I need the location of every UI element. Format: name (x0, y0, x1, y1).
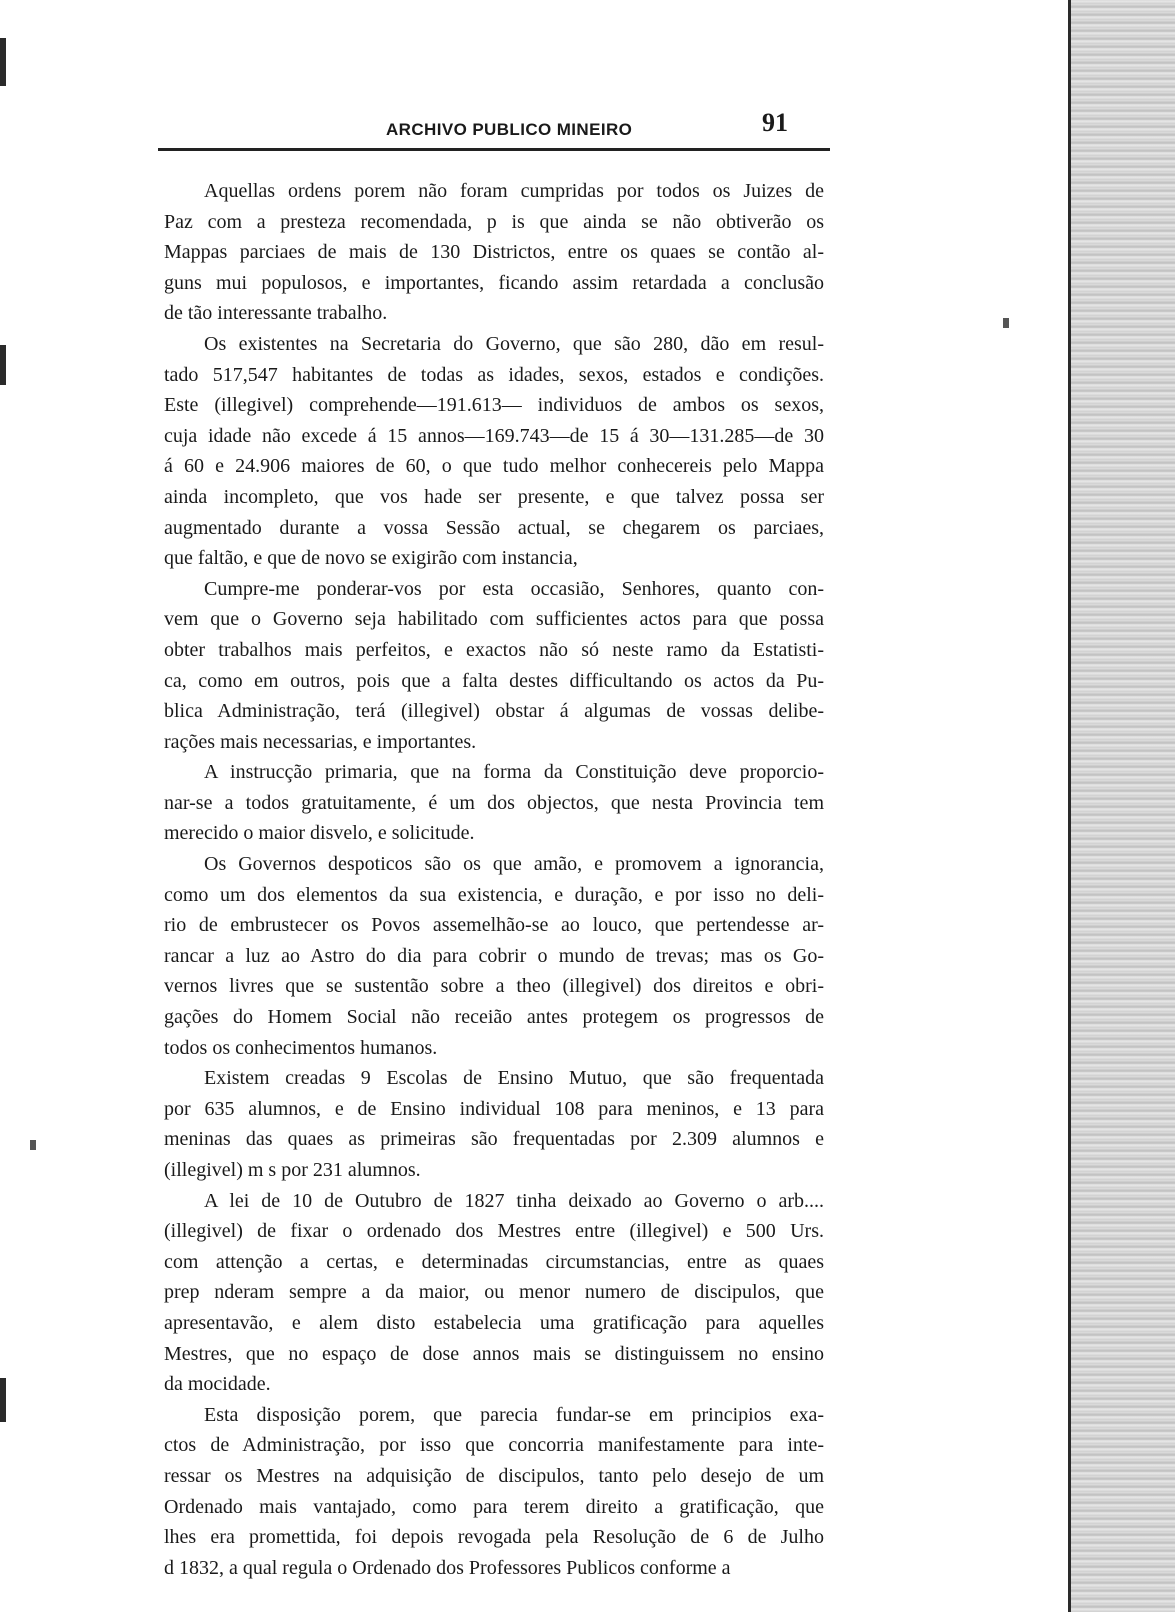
text-line: gações do Homem Social não receião antes protegem os progressos de (164, 1006, 824, 1029)
text-line: merecido o maior disvelo, e solicitude. (164, 822, 475, 845)
text-line: Cumpre-me ponderar-vos por esta occasião, Senhores, quanto con- (204, 577, 824, 600)
text-line: A lei de 10 de Outubro de 1827 tinha deixado ao Governo o arb.... (204, 1189, 824, 1212)
page-number: 91 (762, 108, 788, 137)
page-edge-scan-strip (1068, 0, 1175, 1612)
running-header (158, 108, 830, 151)
text-line: Os Governos despoticos são os que amão, e promovem a ignorancia, (204, 853, 824, 876)
text-line: (illegivel) de fixar o ordenado dos Mestres entre (illegivel) e 500 Urs. (164, 1220, 824, 1243)
text-line: Existem creadas 9 Escolas de Ensino Mutuo, que são frequentada (204, 1067, 824, 1090)
text-line: Aquellas ordens porem não foram cumpridas por todos os Juizes de (204, 180, 824, 202)
text-line: augmentado durante a vossa Sessão actual, se chegarem os parciaes, (164, 516, 824, 539)
binding-edge-mark (0, 38, 6, 86)
text-line: ressar os Mestres na adquisição de discipulos, tanto pelo desejo de um (164, 1464, 824, 1487)
paragraph (164, 1186, 824, 1400)
text-line: Mappas parciaes de mais de 130 Districtos, entre os quaes se contão al- (164, 241, 824, 264)
text-line: A instrucção primaria, que na forma da Constituição deve proporcio- (204, 761, 824, 784)
binding-edge-mark (0, 345, 6, 385)
text-line: prep nderam sempre a da maior, ou menor numero de discipulos, que (164, 1281, 824, 1304)
text-line: á 60 e 24.906 maiores de 60, o que tudo melhor conhecereis pelo Mappa (164, 455, 824, 478)
text-line: vernos livres que se sustentão sobre a theo (illegivel) dos direitos e obri- (164, 975, 824, 998)
text-line: nar-se a todos gratuitamente, é um dos objectos, que nesta Provincia tem (164, 791, 824, 814)
text-line: d 1832, a qual regula o Ordenado dos Professores Publicos conforme a (164, 1556, 731, 1579)
paragraph (164, 1063, 824, 1185)
body-text (164, 176, 824, 1583)
running-title: ARCHIVO PUBLICO MINEIRO (386, 120, 633, 139)
text-line: guns mui populosos, e importantes, ficando assim retardada a conclusão (164, 271, 824, 294)
paragraph (164, 1400, 824, 1584)
text-line: cuja idade não excede á 15 annos—169.743—de 15 á 30—131.285—de 30 (164, 424, 824, 447)
text-line: Ordenado mais vantajado, como para terem direito a gratificação, que (164, 1495, 824, 1518)
text-line: como um dos elementos da sua existencia, e duração, e por isso no deli- (164, 883, 824, 906)
text-line: todos os conhecimentos humanos. (164, 1036, 438, 1059)
text-line: obter trabalhos mais perfeitos, e exactos não só neste ramo da Estatisti- (164, 638, 824, 661)
paragraph (164, 574, 824, 758)
text-line: ctos de Administração, por isso que concorria manifestamente para inte- (164, 1434, 824, 1457)
text-line: Os existentes na Secretaria do Governo, que são 280, dão em resul- (204, 332, 824, 355)
text-line: Este (illegivel) comprehende—191.613— individuos de ambos os sexos, (164, 394, 824, 417)
text-line: da mocidade. (164, 1373, 271, 1396)
text-line: por 635 alumnos, e de Ensino individual 108 para meninos, e 13 para (164, 1097, 824, 1120)
paragraph (164, 329, 824, 574)
text-line: vem que o Governo seja habilitado com sufficientes actos para que possa (164, 608, 824, 631)
text-line: Esta disposição porem, que parecia fundar-se em principios exa- (204, 1403, 824, 1426)
text-line: rio de embrustecer os Povos assemelhão-se ao louco, que pertendesse ar- (164, 914, 824, 937)
text-line: ainda incompleto, que vos hade ser presente, e que talvez possa ser (164, 485, 824, 508)
text-line: ca, como em outros, pois que a falta destes difficultando os actos da Pu- (164, 669, 824, 692)
margin-speck (1003, 318, 1009, 328)
paragraph (164, 757, 824, 849)
paragraph (164, 176, 824, 329)
binding-edge-mark (0, 1378, 6, 1422)
text-line: lhes era promettida, foi depois revogada pela Resolução de 6 de Julho (164, 1526, 824, 1549)
text-line: de tão interessante trabalho. (164, 302, 388, 325)
margin-speck (30, 1140, 36, 1150)
text-line: com attenção a certas, e determinadas circumstancias, entre as quaes (164, 1250, 824, 1273)
text-line: Mestres, que no espaço de dose annos mais se distinguissem no ensino (164, 1342, 824, 1365)
text-line: Paz com a presteza recomendada, p is que ainda se não obtiverão os (164, 210, 824, 233)
text-line: apresentavão, e alem disto estabelecia uma gratificação para aquelles (164, 1311, 824, 1334)
text-line: meninas das quaes as primeiras são frequentadas por 2.309 alumnos e (164, 1128, 824, 1151)
text-line: blica Administração, terá (illegivel) obstar á algumas de vossas delibe- (164, 700, 824, 723)
text-line: tado 517,547 habitantes de todas as idades, sexos, estados e condições. (164, 363, 824, 386)
text-line: que faltão, e que de novo se exigirão com instancia, (164, 547, 578, 570)
text-line: (illegivel) m s por 231 alumnos. (164, 1159, 421, 1181)
paragraph (164, 849, 824, 1063)
text-line: rancar a luz ao Astro do dia para cobrir o mundo de trevas; mas os Go- (164, 944, 824, 967)
text-line: rações mais necessarias, e importantes. (164, 730, 477, 753)
